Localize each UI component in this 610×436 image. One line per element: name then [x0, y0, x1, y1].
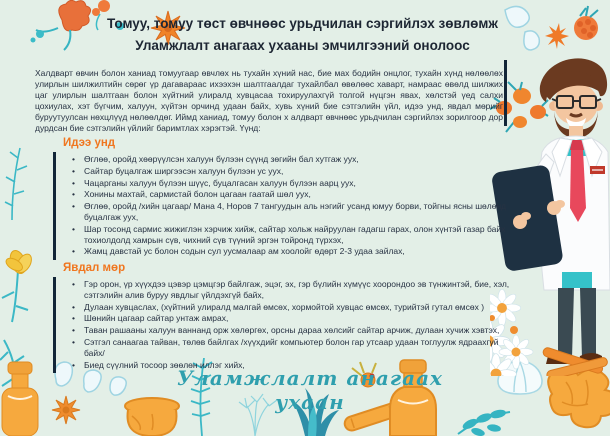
list-item: • Таван рашааны халуун ваннанд орж хөлөргөх, орсны дараа хөлсийг сайтар арчиж, дулаан хучиж хэвтэх,	[70, 325, 511, 336]
list-item: • Гэр орон, үр хүүхдээ цэвэр цэмцгэр байлгаж, эцэг, эх, гэр бүлийн хүмүүс хоорондоо эв түнжинтэй, бие, хэл, сэтгэлийн алив буруу явдлыг үйлдэхгүй байх,	[70, 279, 511, 301]
page-title	[45, 13, 560, 56]
section-conduct-list	[53, 277, 511, 373]
list-item: • Чацарганы халуун бүлээн шүүс, буцалгасан халуун бүлээн аарц уух,	[70, 178, 511, 189]
title-line-1: Томуу, томуу төст өвчнөөс урьдчилан сэргийлэх зөвлөмж	[107, 16, 498, 31]
honey-bottle-icon	[2, 362, 38, 436]
section-conduct-heading: Явдал мөр	[63, 262, 126, 274]
raspberry-icon	[574, 6, 598, 40]
title-line-2: Уламжлалт анагаах ухааны эмчилгээний онолоос	[135, 37, 470, 53]
section-food-heading: Идээ унд	[63, 137, 116, 149]
list-item: • Жамц давстай ус болон содын сул уусмалаар ам хоолойг өдөрт 2-3 удаа зайлах,	[70, 246, 511, 257]
ginger-root-icon	[548, 368, 610, 427]
list-item: • Шөнийн цагаар сайтар унтаж амрах,	[70, 313, 511, 324]
yellow-flower-icon	[2, 248, 34, 322]
section-food	[53, 137, 511, 260]
doctor-legs	[558, 288, 596, 358]
teal-leaves-icon	[458, 408, 510, 436]
section-conduct	[53, 262, 511, 373]
list-item: • Хонины махтай, сармистай болон цагаан гаатай шөл уух,	[70, 189, 511, 200]
list-item: • Дулаан хувцаслах, (хүйтний улиралд малгай өмсөх, хормойтой хувцас өмсөх, турийтэй гутал өмсөх )	[70, 302, 511, 313]
star-anise-icon	[52, 396, 80, 424]
list-item: • Шар тосонд сармис жижиглэн хэрчиж хийж, сайтар хольж найруулан гадагш гарах, олон хүнтэй газар байх тохиолдолд хамрын сүв, чихний сүв түүний эргэн тойронд түрхэх,	[70, 224, 511, 246]
herb-sprig-icon	[5, 148, 27, 220]
paragraph-side-bar	[504, 60, 507, 126]
list-item: • Өглөө, оройд хөөрүүлсэн халуун бүлээн сүүнд зөгийн бал хутгаж уух,	[70, 154, 511, 165]
signature-text: Уламжлалт анагаах ухаан	[177, 366, 443, 414]
intro-paragraph: Халдварт өвчин болон ханиад томуугаар өвчлөх нь тухайн хүний нас, бие мах бодийн онцлог, тухайн хүнд нөлөөлөх улирлын шилжилтийн сөрөг үр дагавараас ихээхэн шалтгаалдаг тухайлбал өвөлөөс хаварт, намраас өвөлд шилжих цаг улирлын шалтгаан болон хүйтний улиралд хувцасаа тохируулахгүй толгой нүцгэн явах, хөлстэй үед салхи цохиулах, хэт бүгчим, халуун, хүйтэн орчинд удаан байх, хувь хүний бие сэтгэлийн үйл, идээ унд, явдал мөрийг буруутуулсан нөхцлүүд нөлөөлдөг. Иймд ханиад, томуу болон х алдварт өвчнөөс урьдчилан сэргийлэх зорилгоор дор дурдсан бие сэтгэлийн үйлийг баримтлах хэрэгтэй. Үүнд:	[35, 67, 503, 133]
list-item: • Биед сүүлний тосоор зөөлөн иллэг хийх,	[70, 360, 511, 371]
list-item: • Өглөө, оройд /хийн цагаар/ Мана 4, Норов 7 тангуудын аль нэгийг усанд юмуу борви, тойгны ясны шөлөнд буцалгаж уух,	[70, 201, 511, 223]
list-item: • Сэтгэл санаагаа тайван, төлөв байлгах /хүүхдийг компьютер болон гар утсаар удаан тоглуулж ядраахгүй байх/	[70, 337, 511, 359]
list-item: • Сайтар буцалгаж ширгээсэн халуун бүлээн ус уух,	[70, 166, 511, 177]
section-food-list	[53, 152, 511, 260]
